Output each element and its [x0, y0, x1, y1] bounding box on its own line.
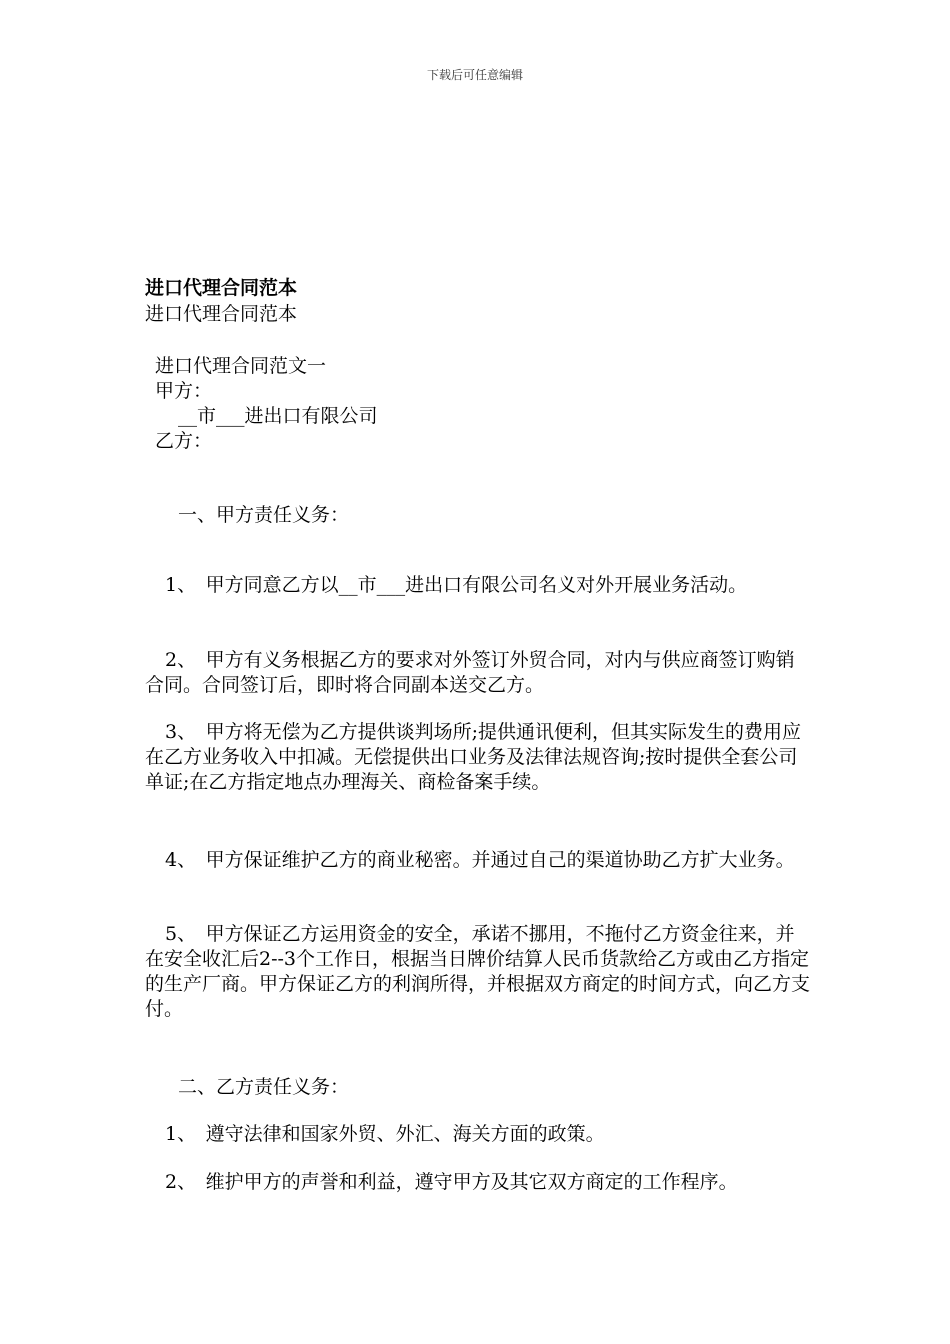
section2-heading: 二、乙方责任义务： — [178, 1076, 350, 1098]
contract-heading: 进口代理合同范文一 — [155, 355, 327, 377]
section1-heading: 一、甲方责任义务： — [178, 504, 350, 526]
section2-item-2: 2、 维护甲方的声誉和利益，遵守甲方及其它双方商定的工作程序。 — [165, 1171, 738, 1193]
section1-item-5: 5、 甲方保证乙方运用资金的安全，承诺不挪用，不拖付乙方资金往来，并在安全收汇后2--3个工作日，根据当日牌价结算人民币货款给乙方或由乙方指定的生产厂商。甲方保证乙方的利润所得，并根据双方商定的时间方式，向乙方支付。 — [145, 923, 811, 1020]
party-a-name: __市___进出口有限公司 — [178, 405, 378, 427]
document-title: 进口代理合同范本 — [145, 277, 298, 299]
party-b-label: 乙方： — [155, 430, 213, 452]
page-header: 下载后可任意编辑 — [426, 68, 523, 82]
document-subtitle: 进口代理合同范本 — [145, 303, 298, 325]
section1-item-3: 3、 甲方将无偿为乙方提供谈判场所;提供通讯便利，但其实际发生的费用应在乙方业务收入中扣减。无偿提供出口业务及法律法规咨询;按时提供全套公司单证;在乙方指定地点办理海关、商检备案手续。 — [145, 721, 801, 793]
party-a-label: 甲方： — [155, 380, 213, 402]
section2-item-1: 1、 遵守法律和国家外贸、外汇、海关方面的政策。 — [165, 1123, 605, 1145]
section1-item-1: 1、 甲方同意乙方以__市___进出口有限公司名义对外开展业务活动。 — [165, 574, 748, 596]
section1-item-2: 2、 甲方有义务根据乙方的要求对外签订外贸合同，对内与供应商签订购销合同。合同签订后，即时将合同副本送交乙方。 — [145, 649, 795, 696]
section1-item-4: 4、 甲方保证维护乙方的商业秘密。并通过自己的渠道协助乙方扩大业务。 — [165, 849, 795, 871]
